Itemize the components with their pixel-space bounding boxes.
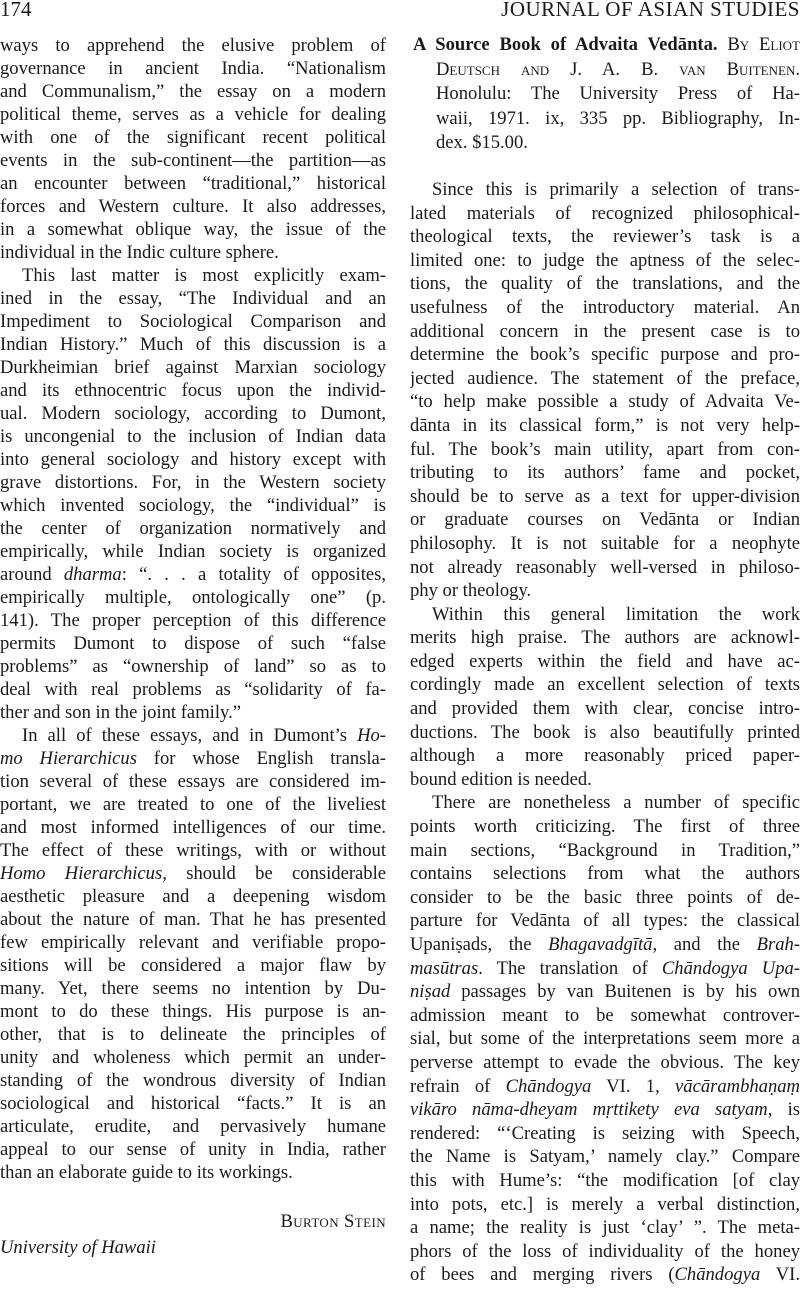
text-line (410, 1098, 800, 1122)
text-line (0, 80, 386, 103)
text-line (0, 379, 386, 402)
text-run: few empirically relevant and verifiable propo- (0, 932, 386, 953)
italic-text: Homo Hierarchicus, (0, 863, 167, 884)
text-run: not already reasonably well-versed in philoso- (410, 556, 800, 578)
text-run: and most informed intelligences of our time. (0, 817, 386, 838)
text-run: lated materials of recognized philosophical- (410, 202, 800, 224)
text-line (410, 744, 800, 768)
text-line (410, 1145, 800, 1169)
text-run: VI. 1, (591, 1075, 676, 1097)
text-line (0, 149, 386, 172)
text-run: the Name is Satyam,’ namely clay.” Compare (410, 1146, 800, 1168)
text-line (0, 977, 386, 1000)
text-run: ful. The book’s main utility, apart from con- (410, 438, 800, 460)
text-line (0, 609, 386, 632)
text-run: consider to be the basic three points of de- (410, 886, 800, 908)
italic-text: vācārambhaṇaṃ (675, 1075, 800, 1097)
text-run: a name; the reality is just ‘clay’ ”. The meta- (410, 1217, 800, 1239)
text-line (0, 816, 386, 839)
text-line (0, 1023, 386, 1046)
italic-text: dharma (63, 564, 122, 585)
text-run: individual in the Indic culture sphere. (0, 242, 279, 263)
heading-line (410, 107, 800, 132)
text-run: points worth criticizing. The first of three (410, 816, 800, 838)
text-run: portant, we are treated to one of the liveliest (0, 794, 386, 815)
text-run: Durkheimian brief against Marxian sociology (0, 357, 386, 378)
text-run: forces and Western culture. It also addresses, (0, 196, 386, 217)
heading-line (410, 131, 800, 156)
text-run: ductions. The book is also beautifully printed (410, 721, 800, 743)
text-line (0, 586, 386, 609)
text-run: rendered: “‘Creating is seizing with Speech, (410, 1122, 800, 1144)
text-line (0, 34, 386, 57)
text-line (0, 195, 386, 218)
text-line (0, 448, 386, 471)
text-run: than an elaborate guide to its workings. (0, 1162, 293, 1183)
text-run: sitions will be considered a major flaw by (0, 955, 386, 976)
text-line (0, 218, 386, 241)
text-run: this with Hume’s: “the modification [of clay (410, 1169, 800, 1191)
text-run: of bees and merging rivers ( (410, 1264, 675, 1286)
text-line (410, 508, 800, 532)
text-run: cordingly made an excellent selection of texts (410, 674, 800, 696)
text-run: , is (767, 1099, 800, 1121)
review-heading (410, 33, 800, 156)
italic-text: niṣad (410, 981, 451, 1003)
text-line (410, 249, 800, 273)
right-column (410, 178, 800, 1287)
italic-text: Chāndogya (505, 1075, 592, 1097)
text-run: permits Dumont to dispose of such “false (0, 633, 386, 654)
text-line (410, 815, 800, 839)
text-line (0, 1138, 386, 1161)
text-line (0, 356, 386, 379)
text-run: phy or theology. (410, 580, 532, 602)
text-line (0, 724, 386, 747)
text-line (410, 1004, 800, 1028)
text-run: the center of organization normatively and (0, 518, 386, 539)
text-run: tions, the quality of the translations, and the (410, 273, 800, 295)
text-run: an encounter between “traditional,” historical (0, 173, 386, 194)
text-run: usefulness of the introductory material. An (410, 296, 800, 318)
text-line (0, 655, 386, 678)
text-line (0, 678, 386, 701)
paragraph (0, 724, 386, 1184)
text-run: into general sociology and history except with (0, 449, 386, 470)
text-run: philosophy. It is not suitable for a neophyte (410, 532, 800, 554)
text-run: waii, 1971. ix, 335 pp. Bibliography, In- (436, 107, 800, 129)
text-line (0, 310, 386, 333)
text-line (0, 264, 386, 287)
text-line (410, 980, 800, 1004)
text-line (410, 1193, 800, 1217)
text-run: aesthetic pleasure and a deepening wisdom (0, 886, 386, 907)
text-run: or graduate courses on Vedānta or Indian (410, 509, 800, 531)
text-line (410, 485, 800, 509)
text-run: perverse attempt to evade the obvious. The key (410, 1051, 800, 1073)
text-run: grave distortions. For, in the Western society (0, 472, 386, 493)
text-run: mont to do these things. His purpose is an- (0, 1001, 386, 1022)
text-line (0, 908, 386, 931)
text-line (410, 862, 800, 886)
text-run: This last matter is most explicitly exam- (22, 265, 386, 286)
text-line (0, 126, 386, 149)
text-run: merits high praise. The authors are acknowl- (410, 627, 800, 649)
text-run: phors of the loss of individuality of the honey (410, 1240, 800, 1262)
text-run: ual. Modern sociology, according to Dumont, (0, 403, 386, 424)
text-run: Indian History.” Much of this discussion is a (0, 334, 386, 355)
text-run (718, 34, 728, 55)
text-run: should be considerable (166, 863, 386, 884)
text-line (410, 1051, 800, 1075)
text-line (410, 791, 800, 815)
text-run: dānta in its classical form,” is not very help- (410, 414, 800, 436)
text-line (0, 1115, 386, 1138)
text-run: theological texts, the reviewer’s task is a (410, 226, 800, 248)
text-run: 141). The proper perception of this difference (0, 610, 386, 631)
text-line (410, 697, 800, 721)
text-run: many. Yet, there seems no intention by Du- (0, 978, 386, 999)
text-run: There are nonetheless a number of specific (432, 792, 800, 814)
text-run: Honolulu: The University Press of Ha- (436, 83, 800, 104)
text-line (0, 793, 386, 816)
text-run: articulate, erudite, and pervasively humane (0, 1116, 386, 1137)
italic-text: Ho- (357, 725, 386, 746)
text-run: sial, but some of the interpretations seem more a (410, 1028, 800, 1050)
italic-text: masūtras (410, 957, 479, 979)
text-run: In all of these essays, and in Dumont’s (22, 725, 358, 746)
text-run: is uncongenial to the inclusion of Indian data (0, 426, 386, 447)
text-line (0, 517, 386, 540)
text-line (410, 296, 800, 320)
text-line (0, 287, 386, 310)
page-number: 174 (0, 0, 32, 21)
text-line (0, 172, 386, 195)
text-line (0, 563, 386, 586)
text-line (410, 272, 800, 296)
paragraph (0, 264, 386, 724)
text-run: standing of the wondrous diversity of Indian (0, 1070, 386, 1091)
text-line (410, 768, 800, 792)
text-run: deal with real problems as “solidarity of fa- (0, 679, 386, 700)
text-line (0, 839, 386, 862)
text-line (410, 390, 800, 414)
paragraph (410, 178, 800, 603)
text-line (410, 1169, 800, 1193)
text-run: problems” as “ownership of land” so as to (0, 656, 386, 677)
text-line (410, 603, 800, 627)
text-run: should be to serve as a text for upper-division (410, 485, 800, 507)
text-line (410, 1075, 800, 1099)
text-run: determine the book’s specific purpose and pro- (410, 344, 800, 366)
text-run: sociological and historical “facts.” It is an (0, 1093, 386, 1114)
text-line (0, 57, 386, 80)
text-run: edged experts within the field and have ac- (410, 650, 800, 672)
paragraph (0, 34, 386, 264)
text-run: tion several of these essays are considered im- (0, 771, 386, 792)
text-line (0, 1046, 386, 1069)
text-run: Since this is primarily a selection of trans- (432, 179, 800, 200)
text-line (0, 747, 386, 770)
text-line (0, 471, 386, 494)
paragraph (410, 791, 800, 1286)
text-run: passages by van Buitenen is by his own (450, 981, 800, 1003)
text-run: refrain of (410, 1075, 506, 1097)
text-line (410, 532, 800, 556)
text-run: and provided them with clear, concise intro- (410, 698, 800, 720)
italic-text: mo Hierarchicus (0, 748, 137, 769)
text-run: tributing to its authors’ fame and pocket, (410, 462, 800, 484)
italic-text: Chāndogya Upa- (661, 957, 800, 979)
text-line (0, 1092, 386, 1115)
text-line (410, 556, 800, 580)
text-line (410, 1216, 800, 1240)
reviewer-institution: University of Hawaii (0, 1237, 156, 1258)
text-line (410, 650, 800, 674)
text-line (0, 954, 386, 977)
text-line (410, 461, 800, 485)
text-run: empirically, while Indian society is organized (0, 541, 386, 562)
text-run: unity and wholeness which permit an under- (0, 1047, 386, 1068)
text-line (410, 1027, 800, 1051)
text-line (0, 425, 386, 448)
text-run: ther and son in the joint family.” (0, 702, 241, 723)
text-line (410, 673, 800, 697)
text-line (0, 770, 386, 793)
text-run: “to help make possible a study of Advaita Ve- (410, 391, 800, 413)
author-names: By Eliot (727, 34, 800, 55)
text-run: parture for Vedānta of all types: the classical (410, 910, 800, 932)
text-line (410, 438, 800, 462)
text-run: about the nature of man. That he has presented (0, 909, 386, 930)
text-run: admission meant to be somewhat controver- (410, 1004, 800, 1026)
text-line (0, 241, 386, 264)
text-run: in a somewhat oblique way, the issue of the (0, 219, 386, 240)
text-run: which invented sociology, the “individual” is (0, 495, 386, 516)
text-line (410, 367, 800, 391)
text-run: other, that is to delineate the principles of (0, 1024, 386, 1045)
text-run: although a more reasonably priced paper- (410, 745, 800, 767)
text-run: Impediment to Sociological Comparison and (0, 311, 386, 332)
text-line (0, 931, 386, 954)
text-run: dex. $15.00. (436, 132, 528, 153)
text-line (410, 225, 800, 249)
text-line (410, 839, 800, 863)
left-column (0, 34, 386, 1184)
text-line (410, 320, 800, 344)
text-run: appeal to our sense of unity in India, rather (0, 1139, 386, 1160)
text-line (0, 1161, 386, 1184)
text-run: ined in the essay, “The Individual and an (0, 288, 386, 309)
text-line (410, 957, 800, 981)
text-line (410, 1263, 800, 1287)
text-line (0, 333, 386, 356)
text-line (410, 178, 800, 202)
text-line (0, 402, 386, 425)
text-line (410, 933, 800, 957)
text-line (0, 632, 386, 655)
text-run: Upaniṣads, the (410, 934, 549, 955)
italic-text: Bhagavadgītā (548, 934, 653, 955)
text-run: events in the sub-continent—the partition—as (0, 150, 386, 171)
text-run: jected audience. The statement of the preface, (410, 367, 800, 389)
text-run: and its ethnocentric focus upon the individ- (0, 380, 386, 401)
text-line (410, 414, 800, 438)
text-line (0, 540, 386, 563)
text-line (0, 885, 386, 908)
text-line (410, 1122, 800, 1146)
text-run: main sections, “Background in Tradition,” (410, 839, 800, 861)
text-line (410, 202, 800, 226)
text-run: contains selections from what the authors (410, 863, 800, 885)
heading-line (410, 58, 800, 83)
text-run: into pots, etc.] is merely a verbal distinction, (410, 1193, 800, 1215)
text-line (0, 1069, 386, 1092)
text-line (410, 909, 800, 933)
text-run: and Communalism,” the essay on a modern (0, 81, 386, 102)
text-run: VI. (760, 1264, 800, 1286)
text-run: additional concern in the present case is to (410, 320, 800, 342)
text-run: with one of the significant recent political (0, 127, 386, 148)
text-line (410, 1240, 800, 1264)
italic-text: Brah- (756, 934, 800, 955)
text-line (0, 103, 386, 126)
text-line (410, 626, 800, 650)
text-run: empirically multiple, ontologically one” (p. (0, 587, 386, 608)
text-line (0, 862, 386, 885)
running-head-journal-title: JOURNAL OF ASIAN STUDIES (501, 0, 800, 21)
text-run: political theme, serves as a vehicle for dealing (0, 104, 386, 125)
text-run: limited one: to judge the aptness of the selec- (410, 249, 800, 271)
text-line (410, 579, 800, 603)
text-run: The effect of these writings, with or without (0, 840, 386, 861)
text-run: for whose English transla- (136, 748, 386, 769)
author-names: Deutsch and J. A. B. van Buitenen. (436, 58, 800, 80)
reviewer-name: Burton Stein (280, 1211, 386, 1232)
text-run: bound edition is needed. (410, 768, 592, 790)
text-run: : “. . . a totality of opposites, (121, 564, 386, 585)
text-line (410, 343, 800, 367)
text-run: ways to apprehend the elusive problem of (0, 35, 386, 56)
paragraph (410, 603, 800, 792)
heading-line (410, 82, 800, 107)
text-line (410, 721, 800, 745)
italic-text: Chāndogya (674, 1264, 761, 1286)
text-run: around (0, 564, 64, 585)
text-line (0, 494, 386, 517)
italic-text: vikāro nāma-dheyam mṛttikety eva satyam (410, 1099, 768, 1121)
text-run: , and the (652, 934, 757, 955)
book-title: A Source Book of Advaita Vedānta. (413, 34, 718, 55)
text-line (0, 1000, 386, 1023)
text-run: . The translation of (478, 957, 662, 979)
heading-line (410, 33, 800, 58)
text-run: Within this general limitation the work (432, 603, 800, 625)
text-line (410, 886, 800, 910)
text-run: governance in ancient India. “Nationalism (0, 58, 386, 79)
text-line (0, 701, 386, 724)
